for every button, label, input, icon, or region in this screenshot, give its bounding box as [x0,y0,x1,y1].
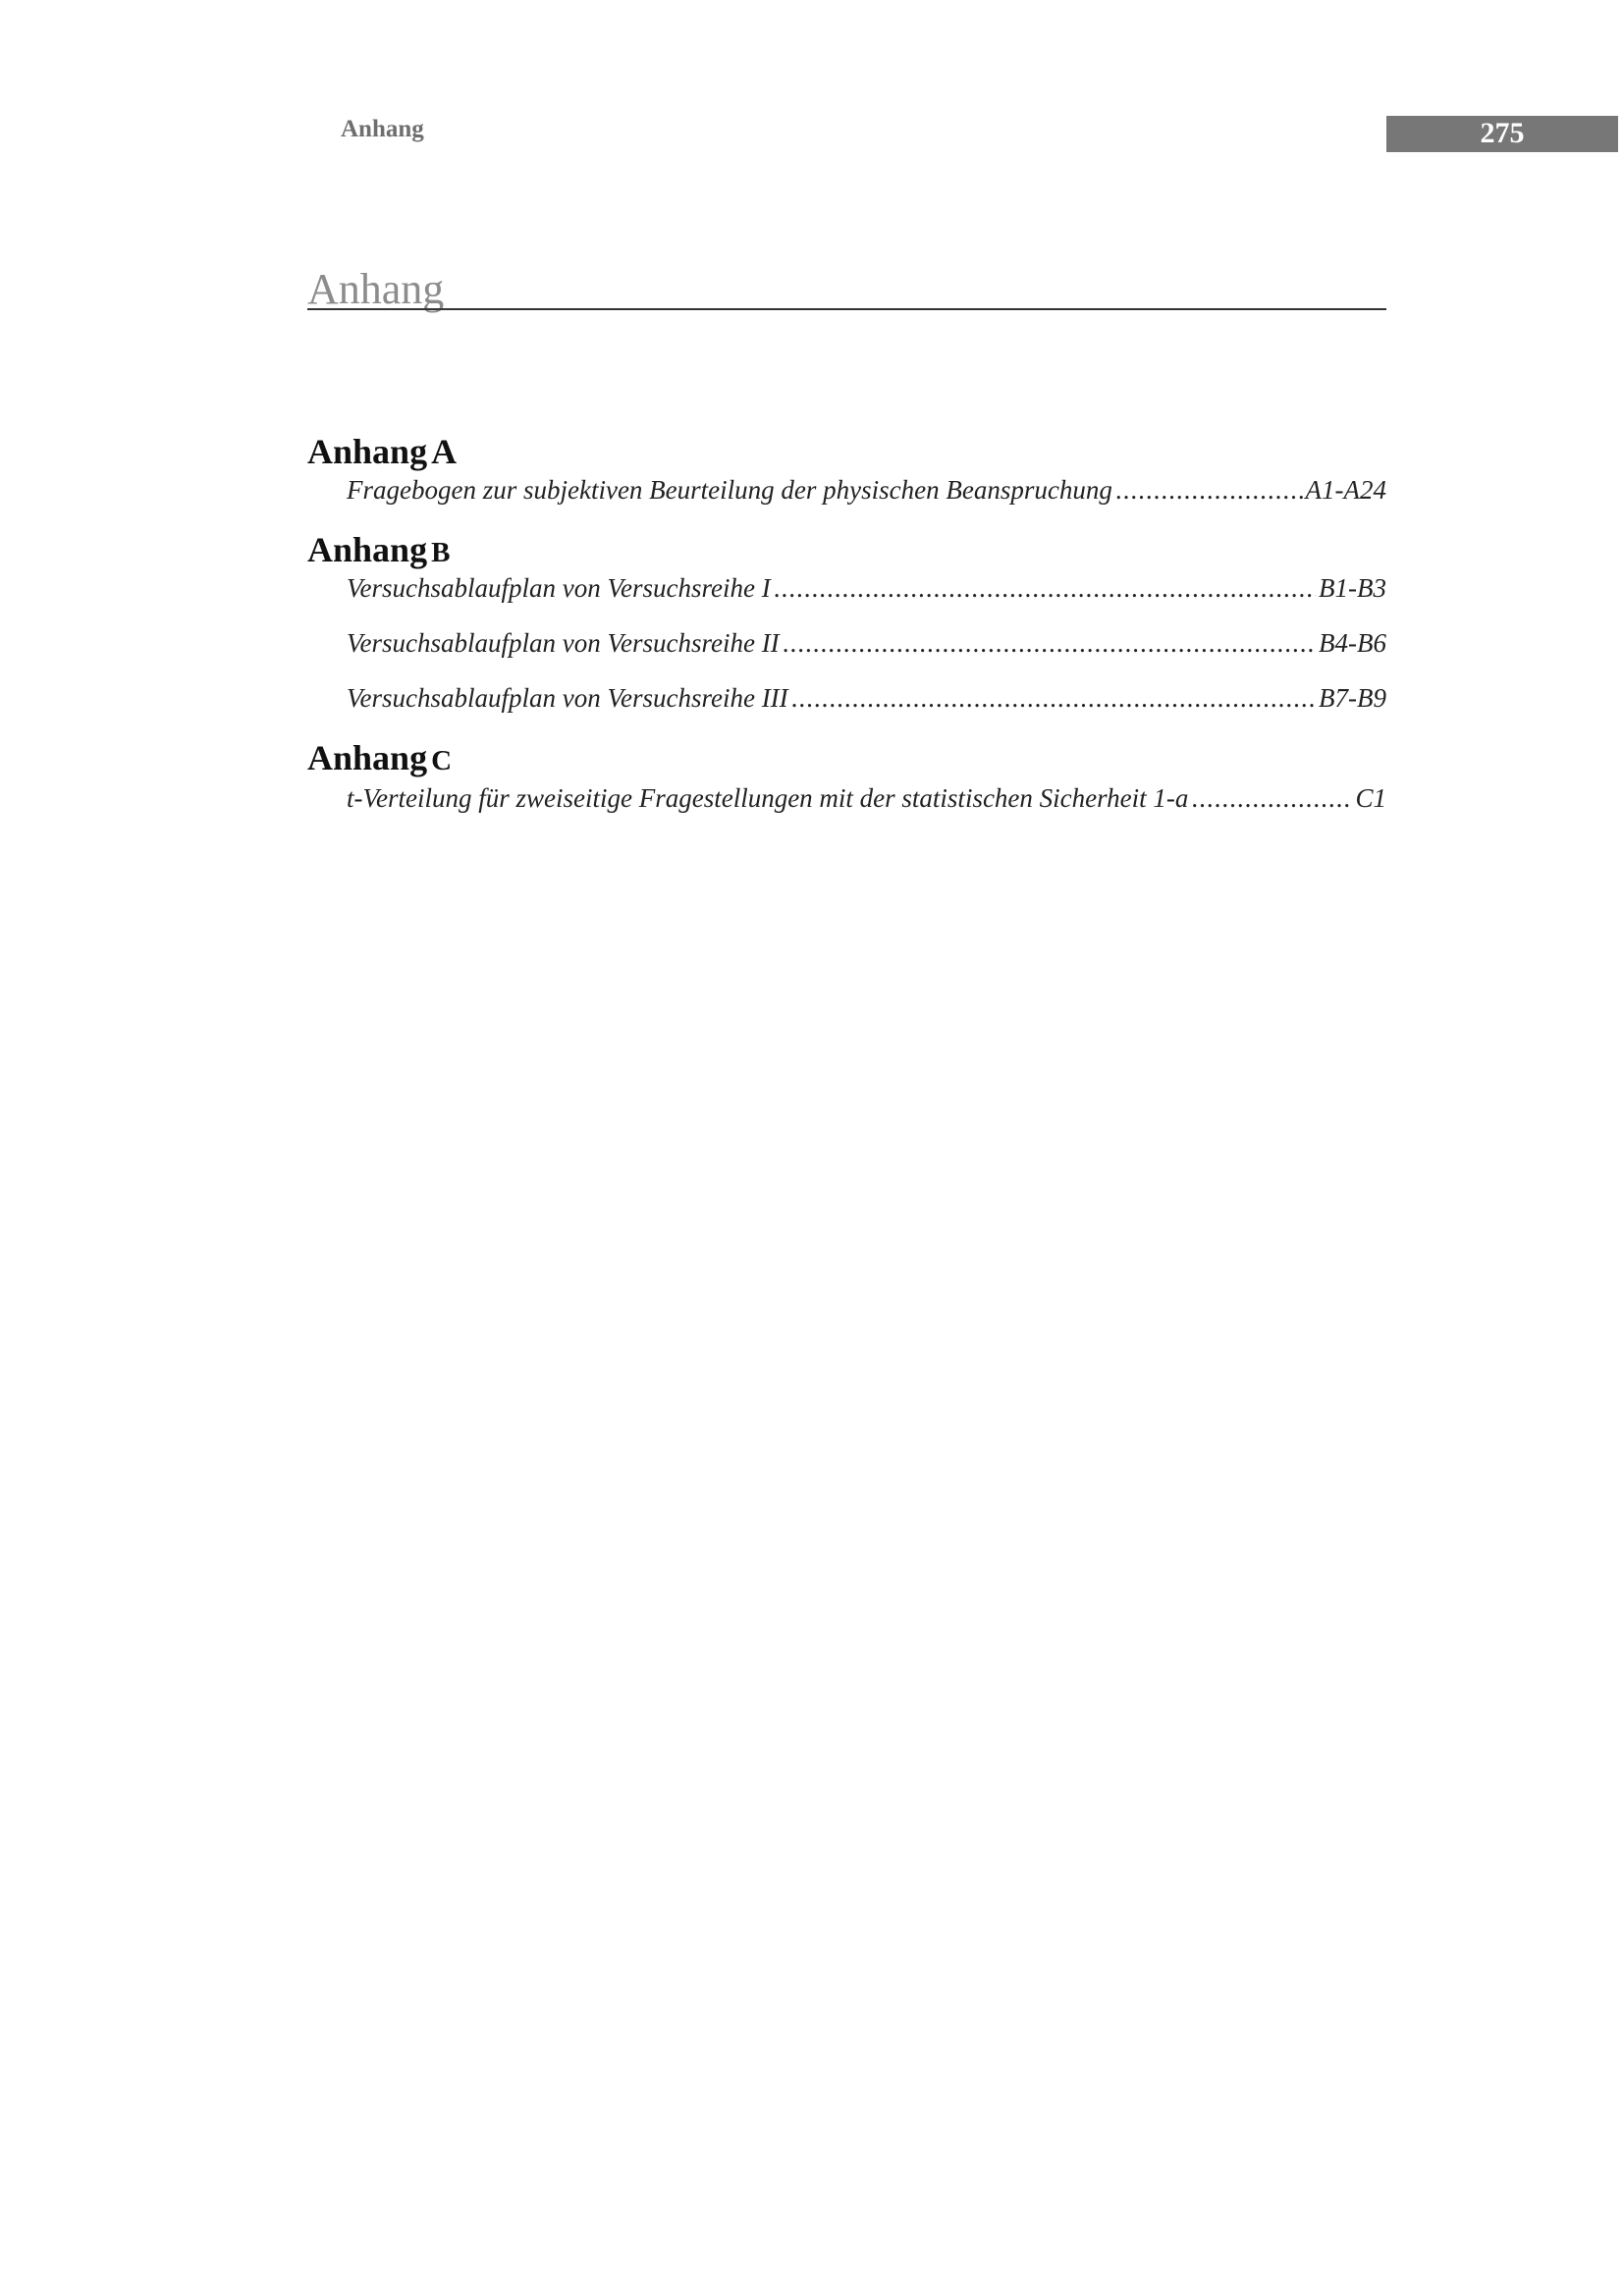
toc-entry-a1[interactable] [347,474,1386,506]
toc-entry-b1[interactable] [347,572,1386,604]
toc-entry-text: Versuchsablaufplan von Versuchsreihe II [347,628,780,658]
toc-entry-pages: A1-A24 [1305,475,1386,505]
toc-entry-text: Versuchsablaufplan von Versuchsreihe III [347,683,788,713]
chapter-rule [307,308,1386,310]
toc-heading-label: Anhang [307,432,428,471]
page-number: 275 [1480,117,1525,149]
toc-entry-c1[interactable] [347,782,1386,814]
toc-leader-dots [1191,782,1352,814]
toc-heading-letter: A [431,432,458,471]
toc-heading-label: Anhang [307,530,428,569]
toc-heading-letter: C [431,745,453,776]
toc-leader-dots [791,682,1316,714]
toc-entry-b2[interactable] [347,627,1386,659]
toc-entry-text: Versuchsablaufplan von Versuchsreihe I [347,573,771,603]
toc-entry-pages: B7-B9 [1319,683,1386,713]
toc-heading-c [307,738,452,785]
toc-entry-pages: B4-B6 [1319,628,1386,658]
page-number-tab [1386,116,1618,152]
toc-entry-pages: C1 [1355,783,1386,813]
toc-leader-dots [774,572,1316,604]
chapter-title: Anhang [307,265,445,313]
toc-leader-dots [1115,474,1303,506]
toc-heading-a [307,432,457,479]
toc-entry-text: Fragebogen zur subjektiven Beurteilung der physischen Beanspruchung [347,475,1112,505]
running-head: Anhang [341,116,424,142]
toc-heading-label: Anhang [307,738,428,777]
toc-entry-text: t-Verteilung für zweiseitige Fragestellungen mit der statistischen Sicherheit 1-a [347,783,1189,813]
toc-entry-pages: B1-B3 [1319,573,1386,603]
toc-heading-letter: B [431,537,451,568]
toc-leader-dots [783,627,1316,659]
toc-heading-b [307,530,450,577]
toc-entry-b3[interactable] [347,682,1386,714]
